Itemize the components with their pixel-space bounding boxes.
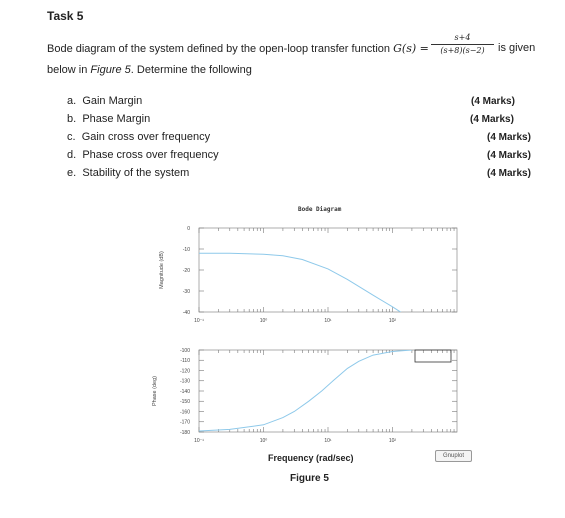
- y-tick-label: -150: [179, 399, 190, 406]
- question-text: Gain cross over frequency: [81, 131, 211, 143]
- task-title: Task 5: [47, 9, 84, 23]
- question-text: Phase cross over frequency: [82, 149, 219, 161]
- question-c-marks: (4 Marks): [487, 132, 531, 143]
- y-tick-label: -130: [179, 378, 190, 385]
- question-d-marks: (4 Marks): [487, 150, 531, 161]
- y-tick-label: -10: [182, 246, 190, 253]
- y-tick-label: -180: [179, 429, 190, 436]
- bode-panel-phase: [152, 348, 457, 444]
- question-b-marks: (4 Marks): [470, 114, 514, 125]
- y-axis-label: Phase (deg): [152, 376, 158, 406]
- y-tick-label: -30: [182, 288, 190, 295]
- intro-line2-before: below in: [47, 64, 91, 76]
- x-tick-label: 10¹: [324, 438, 332, 444]
- question-text: Stability of the system: [82, 167, 190, 179]
- x-tick-label: 10⁰: [259, 318, 268, 324]
- transfer-function-lhs: G(s) =: [393, 42, 429, 55]
- question-text: Phase Margin: [82, 113, 151, 125]
- tf-denominator: (s+8)(s−2): [440, 46, 485, 55]
- question-marker: b.: [67, 113, 77, 125]
- x-tick-label: 10⁰: [259, 438, 268, 444]
- question-text: Gain Margin: [82, 95, 143, 107]
- question-e-marks: (4 Marks): [487, 168, 531, 179]
- y-tick-label: -20: [182, 267, 190, 274]
- y-tick-label: -170: [179, 419, 190, 426]
- bode-plot-title: Bode Diagram: [298, 206, 342, 213]
- tf-numerator: s+4: [454, 33, 471, 42]
- y-axis-label: Magnitude (dB): [159, 251, 165, 289]
- x-tick-label: 10¹: [324, 318, 332, 324]
- question-marker: d.: [67, 149, 77, 161]
- y-tick-label: -40: [182, 309, 190, 316]
- y-tick-label: 0: [187, 225, 190, 232]
- x-tick-label: 10⁻¹: [194, 318, 204, 324]
- x-tick-label: 10²: [388, 318, 397, 324]
- y-tick-label: -160: [179, 409, 190, 416]
- figure-reference: Figure 5: [90, 64, 131, 76]
- frequency-axis-label: Frequency (rad/sec): [268, 453, 354, 463]
- figure-caption: Figure 5: [290, 473, 329, 484]
- bode-curve: [199, 253, 457, 349]
- question-marker: c.: [67, 131, 76, 143]
- y-tick-label: -140: [179, 388, 190, 395]
- zoom-box: [415, 350, 451, 362]
- question-marker: a.: [67, 95, 77, 107]
- y-tick-label: -120: [179, 368, 190, 375]
- y-tick-label: -100: [179, 347, 190, 354]
- bode-panel-magnitude: [159, 226, 457, 349]
- y-tick-label: -110: [180, 358, 190, 365]
- question-a-marks: (4 Marks): [471, 96, 515, 107]
- x-tick-label: 10²: [388, 438, 397, 444]
- intro-given: is given: [498, 42, 536, 54]
- plot-frame: [199, 228, 457, 312]
- question-marker: e.: [67, 167, 77, 179]
- intro-line2-after: . Determine the following: [130, 64, 252, 76]
- gnuplot-button[interactable]: Gnuplot: [435, 450, 472, 462]
- x-tick-label: 10⁻¹: [194, 438, 204, 444]
- bode-curve: [199, 350, 412, 431]
- intro-text: Bode diagram of the system defined by the open-loop transfer function: [47, 43, 394, 55]
